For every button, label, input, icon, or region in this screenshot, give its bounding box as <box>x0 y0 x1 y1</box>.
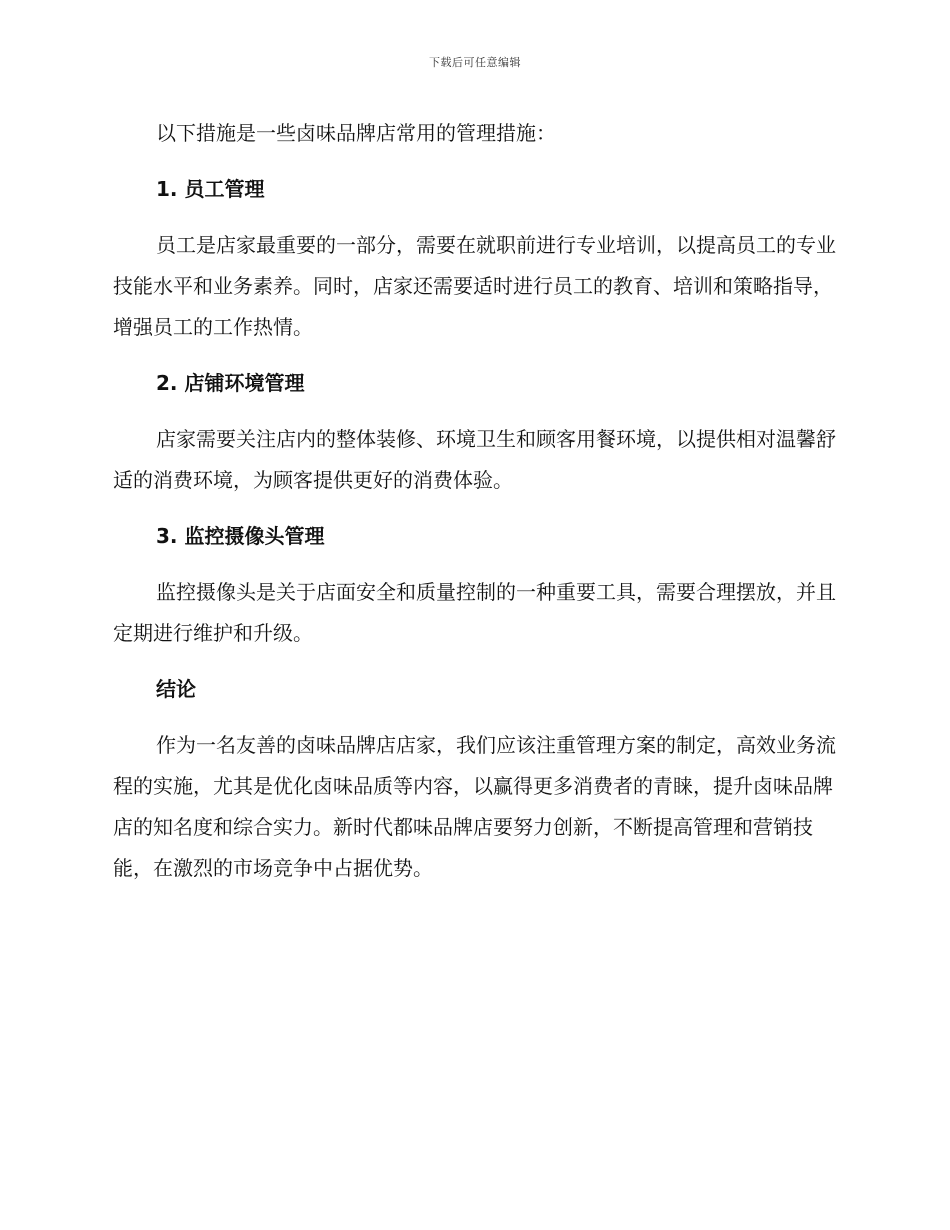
section-heading-environment: 2. 店铺环境管理 <box>156 371 305 395</box>
intro-paragraph: 以下措施是一些卤味品牌店常用的管理措施： <box>156 121 556 145</box>
document-body <box>113 113 837 889</box>
section-heading-staff: 1. 员工管理 <box>156 177 265 201</box>
section-body-environment: 店家需要关注店内的整体装修、环境卫生和顾客用餐环境，以提供相对温馨舒适的消费环境，为顾客提供更好的消费体验。 <box>113 427 836 492</box>
section-heading-conclusion: 结论 <box>156 677 196 701</box>
page-header: 下载后可任意编辑 <box>429 56 521 69</box>
section-body-conclusion: 作为一名友善的卤味品牌店店家，我们应该注重管理方案的制定，高效业务流程的实施，尤其是优化卤味品质等内容，以赢得更多消费者的青睐，提升卤味品牌店的知名度和综合实力。新时代都味品牌店要努力创新，不断提高管理和营销技能，在激烈的市场竞争中占据优势。 <box>113 733 836 880</box>
section-body-staff: 员工是店家最重要的一部分，需要在就职前进行专业培训，以提高员工的专业技能水平和业务素养。同时，店家还需要适时进行员工的教育、培训和策略指导，增强员工的工作热情。 <box>113 233 836 339</box>
section-body-camera: 监控摄像头是关于店面安全和质量控制的一种重要工具，需要合理摆放，并且定期进行维护和升级。 <box>113 580 836 645</box>
section-heading-camera: 3. 监控摄像头管理 <box>156 524 325 548</box>
